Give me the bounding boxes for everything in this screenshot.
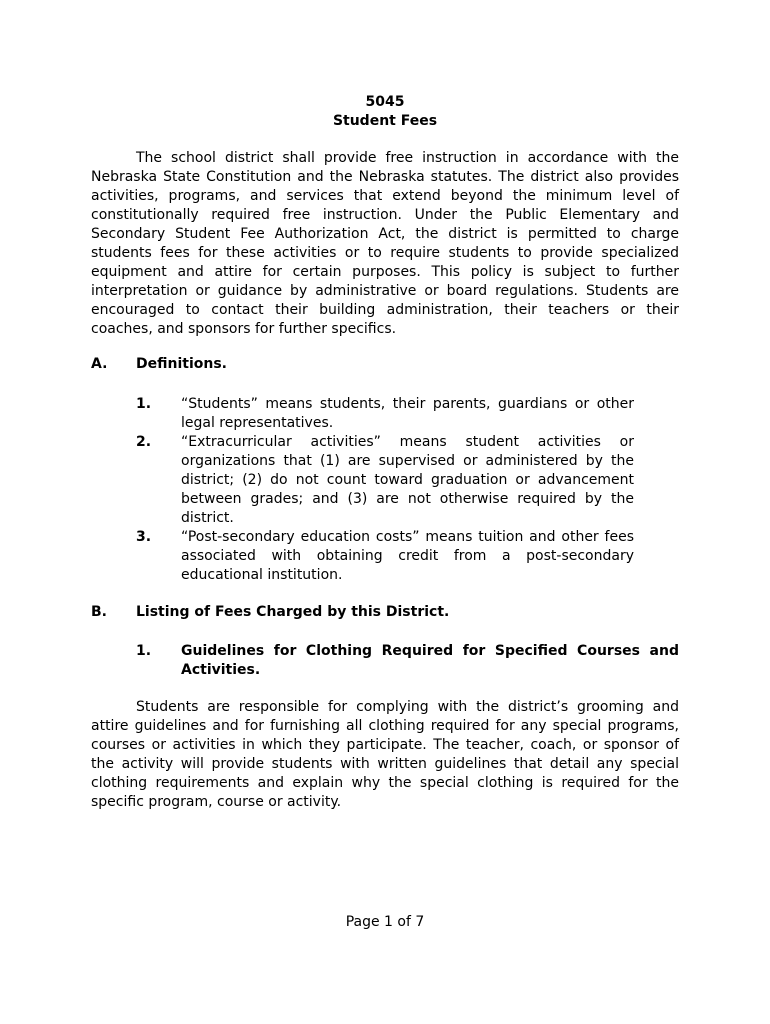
definition-number: 2. [136, 434, 152, 450]
definition-item [136, 433, 634, 528]
definition-number: 3. [136, 529, 152, 545]
section-b-letter: B. [91, 604, 107, 620]
definition-text: “Post-secondary education costs” means tuition and other fees associated with obtaining credit from a post-secondary educational institution. [181, 529, 634, 583]
subsection-b1-heading [91, 642, 679, 680]
section-a-letter: A. [91, 356, 108, 372]
definitions-list [91, 395, 634, 585]
definition-item [136, 395, 634, 433]
clothing-guidelines-paragraph: Students are responsible for complying with the district’s grooming and attire guidelines and for furnishing all clothing required for any special programs, courses or activities in which they participate. The teacher, coach, or sponsor of the activity will provide students with written guidelines that detail any special clothing requirements and explain why the special clothing is required for the specific program, course or activity. [91, 699, 679, 810]
subsection-b1-number: 1. [136, 643, 152, 659]
page-content [91, 93, 679, 812]
definition-text: “Extracurricular activities” means student activities or organizations that (1) are supervised or administered by the district; (2) do not count toward graduation or advancement between grades; and (3) are not otherwise required by the district. [181, 434, 634, 526]
section-b-title: Listing of Fees Charged by this District. [136, 604, 450, 620]
section-a-heading [91, 355, 679, 374]
definition-number: 1. [136, 396, 152, 412]
definition-text: “Students” means students, their parents, guardians or other legal representatives. [181, 396, 634, 431]
policy-number: 5045 [365, 94, 405, 110]
section-b-heading [91, 603, 679, 622]
definition-item [136, 528, 634, 585]
intro-paragraph: The school district shall provide free instruction in accordance with the Nebraska State Constitution and the Nebraska statutes. The district also provides activities, programs, and services that extend beyond the minimum level of constitutionally required free instruction. Under the Public Elementary and Secondary Student Fee Authorization Act, the district is permitted to charge students fees for these activities or to require students to provide specialized equipment and attire for certain purposes. This policy is subject to further interpretation or guidance by administrative or board regulations. Students are encouraged to contact their building administration, their teachers or their coaches, and sponsors for further specifics. [91, 150, 679, 337]
policy-title: Student Fees [332, 113, 438, 129]
section-a-title: Definitions. [136, 356, 227, 372]
subsection-b1-title: Guidelines for Clothing Required for Specified Courses and Activities. [181, 643, 679, 678]
page-number: Page 1 of 7 [345, 914, 425, 930]
